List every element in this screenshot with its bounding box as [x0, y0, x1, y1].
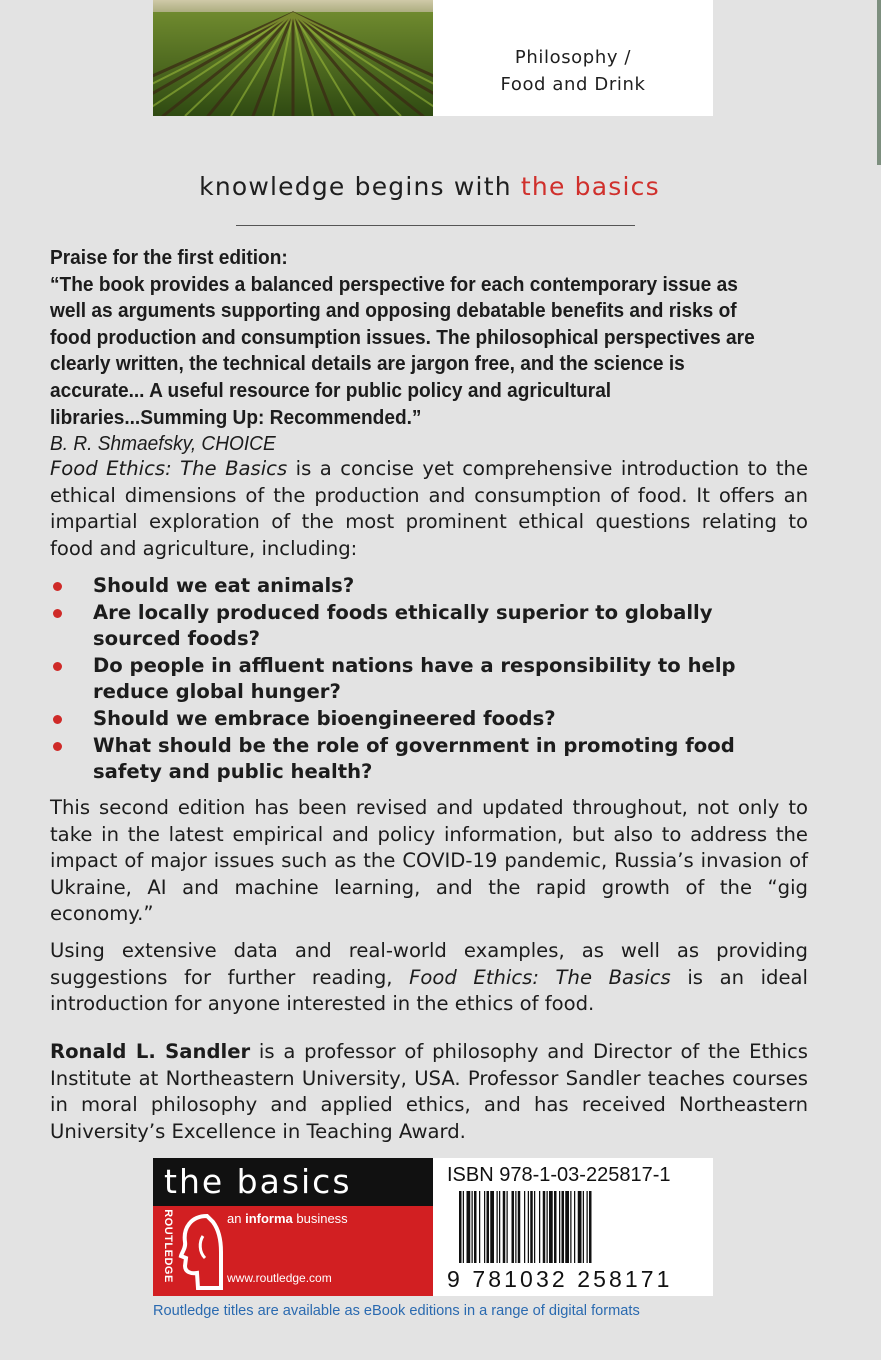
tagline-highlight: the basics — [520, 172, 660, 201]
barcode-bar — [559, 1191, 560, 1263]
series-banner — [153, 1158, 433, 1206]
author-bio — [50, 1039, 808, 1145]
barcode-bar — [574, 1191, 575, 1263]
barcode-bar — [578, 1191, 582, 1263]
barcode-bar — [512, 1191, 515, 1263]
barcode-bar — [490, 1191, 494, 1263]
informa-brand: informa — [245, 1211, 293, 1226]
informa-line — [227, 1211, 348, 1226]
barcode-bar — [524, 1191, 525, 1263]
subject-category — [433, 44, 713, 98]
barcode-digits: 9 781032 258171 — [447, 1266, 673, 1292]
book-title-italic: Food Ethics: The Basics — [50, 457, 288, 480]
barcode-bar — [549, 1191, 553, 1263]
question-list — [50, 573, 790, 786]
isbn-number: ISBN 978-1-03-225817-1 — [447, 1164, 671, 1186]
barcode-bar — [562, 1191, 565, 1263]
routledge-head-icon — [177, 1212, 223, 1290]
ebook-note: Routledge titles are available as eBook editions in a range of digital formats — [153, 1303, 640, 1319]
tagline — [0, 172, 859, 201]
barcode-bar — [547, 1191, 548, 1263]
subject-line-2: Food and Drink — [500, 74, 646, 95]
barcode-bar — [487, 1191, 490, 1263]
routledge-panel — [153, 1206, 433, 1296]
barcode-bar — [543, 1191, 546, 1263]
routledge-wordmark: ROUTLEDGE — [161, 1209, 174, 1283]
barcode-bar — [587, 1191, 588, 1263]
second-edition-paragraph: This second edition has been revised and updated throughout, not only to take in the latest empirical and policy information, but also to address the impact of major issues such as the COVID-19 pandemic, Russia’s invasion of Ukraine, AI and machine learning, and the rapid growth of the “gig economy.” — [50, 796, 808, 926]
barcode-bar — [589, 1191, 592, 1263]
barcode-bar — [528, 1191, 529, 1263]
praise-attribution: B. R. Shmaefsky, CHOICE — [50, 433, 276, 456]
barcode-bar — [484, 1191, 485, 1263]
author-name: Ronald L. Sandler — [50, 1040, 251, 1063]
crop-field-photo — [153, 0, 433, 116]
barcode-bar — [534, 1191, 535, 1263]
spine-edge — [877, 0, 881, 165]
closing-paragraph — [50, 938, 808, 1018]
author-bio-text: is a professor of philosophy and Director of the Ethics Institute at Northeastern University, USA. Professor Sandler teaches courses in moral philosophy and applied ethics, and has received Northeastern University’s Excellence in Teaching Award. — [50, 1040, 808, 1143]
series-title: the basics — [164, 1162, 352, 1201]
barcode-panel — [433, 1158, 713, 1296]
barcode-bar — [503, 1191, 506, 1263]
intro-text: is a concise yet comprehensive introduction to the ethical dimensions of the production and consumption of food. It offers an impartial exploration of the most prominent ethical questions relating to food and agriculture, including: — [50, 457, 808, 560]
list-item: Do people in affluent nations have a responsibility to help reduce global hunger? — [50, 653, 790, 706]
barcode-bar — [459, 1191, 462, 1263]
barcode-bar — [507, 1191, 508, 1263]
barcode-bar — [472, 1191, 473, 1263]
subject-line-1: Philosophy / — [514, 47, 632, 68]
list-item: What should be the role of government in promoting food safety and public health? — [50, 733, 790, 786]
informa-prefix: an — [227, 1211, 246, 1226]
list-item: Should we eat animals? — [50, 573, 790, 600]
barcode-bar — [539, 1191, 540, 1263]
divider-rule — [236, 225, 635, 226]
barcode-bar — [479, 1191, 480, 1263]
list-item: Are locally produced foods ethically superior to globally sourced foods? — [50, 600, 790, 653]
praise-quote: “The book provides a balanced perspective for each contemporary issue as well as arguments supporting and opposing debatable benefits and risks of food production and consumption issues. The philosophical perspectives are clearly written, the technical details are jargon free, and the science is accurate... A useful resource for public policy and agricultural libraries...Summing Up: Recommended.” — [50, 273, 755, 429]
barcode-bar — [518, 1191, 521, 1263]
praise-heading: Praise for the first edition: — [50, 247, 288, 269]
barcode-bar — [583, 1191, 584, 1263]
barcode-bar — [554, 1191, 557, 1263]
list-item: Should we embrace bioengineered foods? — [50, 706, 790, 733]
barcode-bar — [467, 1191, 471, 1263]
barcode-bar — [463, 1191, 464, 1263]
barcode-bar — [499, 1191, 500, 1263]
barcode-bar — [570, 1191, 571, 1263]
publisher-website: www.routledge.com — [227, 1271, 332, 1285]
publisher-logo — [153, 1158, 433, 1296]
tagline-prefix: knowledge begins with — [199, 172, 512, 201]
informa-suffix: business — [292, 1211, 348, 1226]
intro-paragraph — [50, 456, 808, 562]
closing-after: is an ideal introduction for anyone interested in the ethics of food. — [50, 965, 809, 1016]
barcode-bar — [515, 1191, 516, 1263]
barcode-bar — [474, 1191, 477, 1263]
barcode-bar — [565, 1191, 569, 1263]
barcode-bar — [530, 1191, 533, 1263]
barcode-bar — [497, 1191, 498, 1263]
closing-before: Using extensive data and real-world examples, as well as providing suggestions for further reading, — [50, 939, 808, 989]
closing-book-title: Food Ethics: The Basics — [409, 965, 671, 989]
barcode-icon — [459, 1191, 699, 1271]
praise-section — [50, 245, 776, 458]
